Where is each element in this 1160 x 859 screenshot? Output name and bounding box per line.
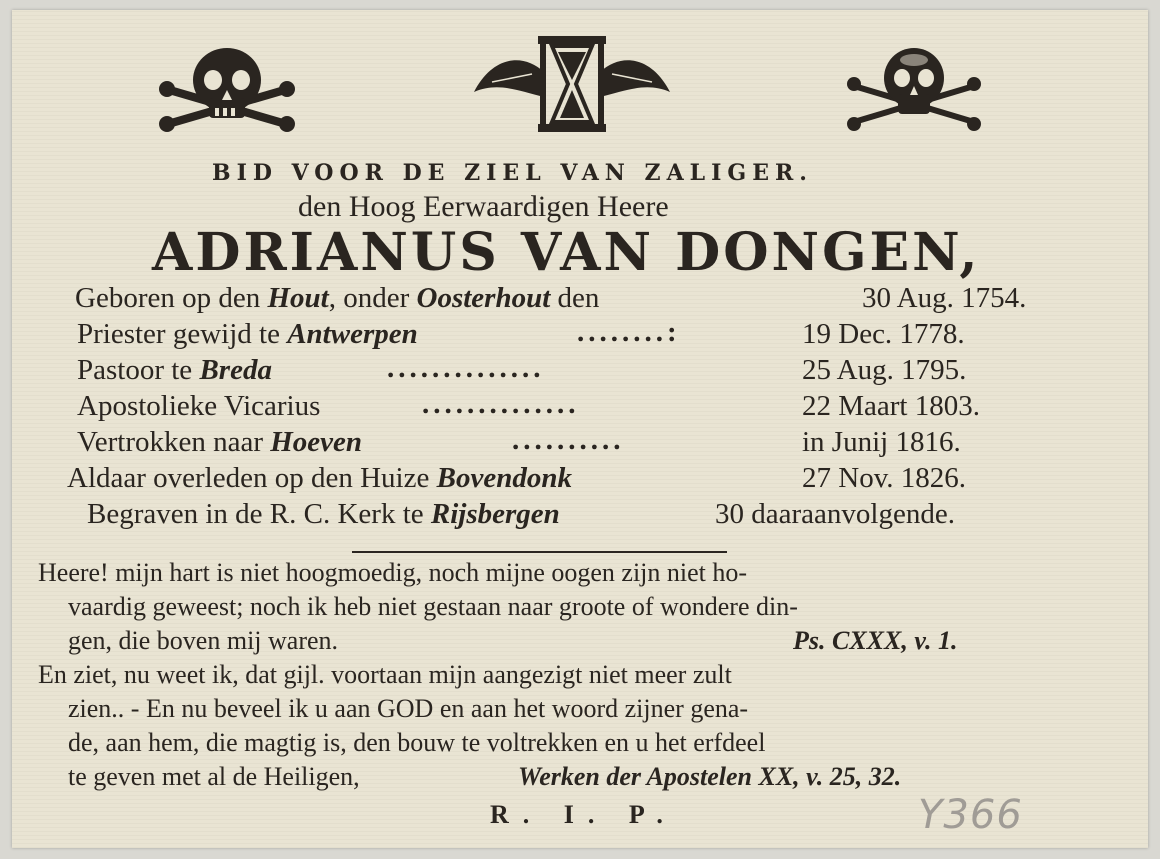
deceased-name: ADRIANUS VAN DONGEN, [152, 222, 981, 283]
event-row-pastor [67, 354, 1067, 390]
event-label: Geboren op den Hout, onder Oosterhout den [75, 282, 600, 314]
scripture-reference: Ps. CXXX, v. 1. [793, 626, 958, 655]
event-date: 19 Dec. 1778. [802, 318, 965, 350]
event-date: 22 Maart 1803. [802, 390, 980, 422]
scripture-line: En ziet, nu weet ik, dat gijl. voortaan mijn aangezigt niet meer zult [38, 660, 732, 689]
event-label: Pastoor te Breda [77, 354, 272, 386]
leader-dots: ........: [577, 316, 681, 348]
scripture-line [38, 760, 1098, 794]
event-date: in Junij 1816. [802, 426, 961, 458]
winged-hourglass-icon [472, 32, 672, 137]
subtitle: den Hoog Eerwaardigen Heere [298, 190, 669, 223]
event-date: 30 Aug. 1754. [862, 282, 1027, 314]
life-events [67, 282, 1067, 534]
event-label: Apostolieke Vicarius [77, 390, 321, 422]
skull-crossbones-icon [157, 40, 297, 140]
scripture-acts [38, 658, 1098, 794]
scripture-psalm [38, 556, 1098, 658]
scripture-line: vaardig geweest; noch ik heb niet gestaan naar groote of wondere din- [68, 592, 798, 621]
rip-text: R. I. P. [490, 800, 677, 829]
scripture-text: gen, die boven mij waren. [68, 626, 339, 655]
scripture-line: zien.. - En nu beveel ik u aan GOD en aan het woord zijner gena- [68, 694, 749, 723]
event-row-born [67, 282, 1067, 318]
scripture-text: te geven met al de Heiligen, [68, 762, 360, 791]
scripture-line [38, 624, 1098, 658]
event-label: Vertrokken naar Hoeven [77, 426, 363, 458]
prayer-heading: BID VOOR DE ZIEL VAN ZALIGER. [212, 160, 813, 186]
skull-crossbones-icon [844, 38, 984, 138]
scripture-line: Heere! mijn hart is niet hoogmoedig, noch mijne oogen zijn niet ho- [38, 558, 748, 587]
event-row-ordained [67, 318, 1067, 354]
event-row-vicar [67, 390, 1067, 426]
event-date: 30 daaraanvolgende. [715, 498, 955, 530]
event-row-moved [67, 426, 1067, 462]
pencil-inventory-mark: Y366 [918, 792, 1023, 838]
leader-dots: .............. [387, 352, 545, 384]
event-label: Priester gewijd te Antwerpen [77, 318, 418, 350]
event-label: Begraven in de R. C. Kerk te Rijsbergen [87, 498, 560, 530]
divider-rule [352, 551, 727, 553]
event-date: 27 Nov. 1826. [802, 462, 967, 494]
prayer-card [12, 10, 1148, 848]
leader-dots: .......... [512, 424, 625, 456]
leader-dots: .............. [422, 388, 580, 420]
scripture-reference: Werken der Apostelen XX, v. 25, 32. [518, 762, 902, 791]
event-row-buried [67, 498, 1067, 534]
event-row-died [67, 462, 1067, 498]
scripture-line: de, aan hem, die magtig is, den bouw te voltrekken en u het erfdeel [68, 728, 766, 757]
event-label: Aldaar overleden op den Huize Bovendonk [67, 462, 572, 494]
event-date: 25 Aug. 1795. [802, 354, 967, 386]
